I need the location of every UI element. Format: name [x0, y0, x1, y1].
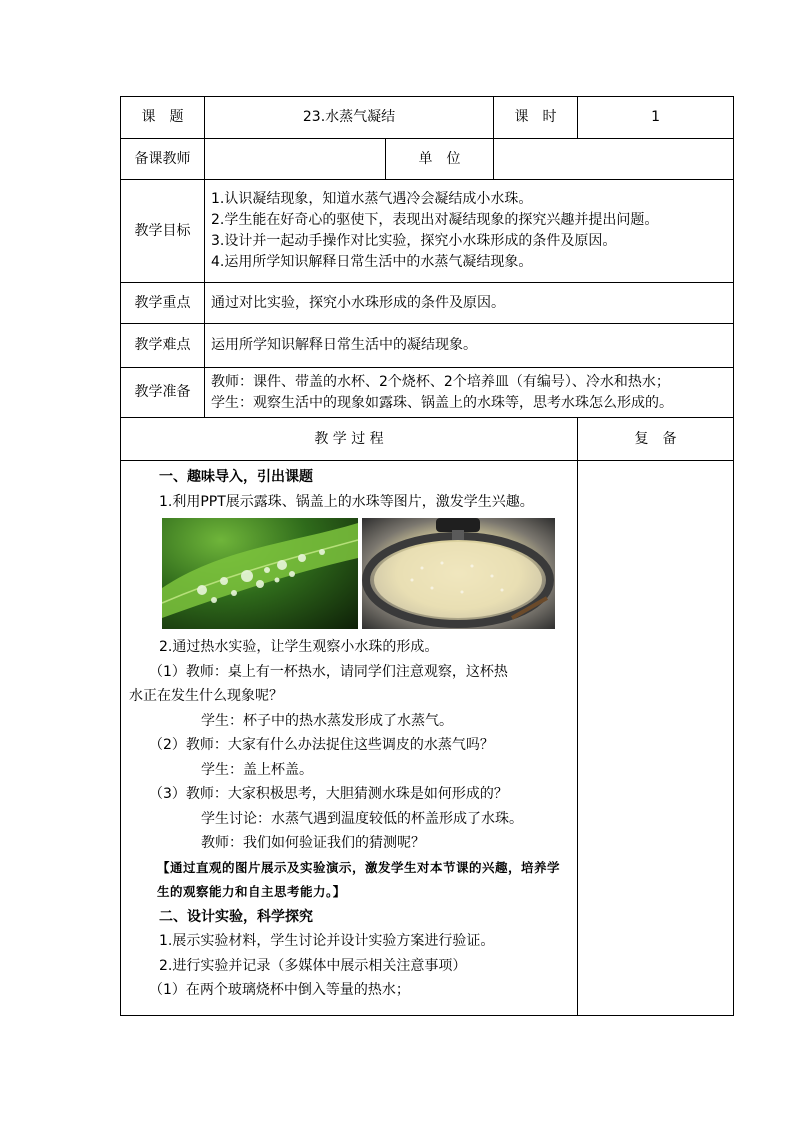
answer3: 学生讨论：水蒸气遇到温度较低的杯盖形成了水珠。	[201, 810, 523, 827]
unit-value	[494, 139, 734, 180]
s2-sub1: （1）在两个玻璃烧杯中倒入等量的热水；	[149, 982, 410, 998]
row-objectives	[121, 180, 734, 283]
objective-item: 4.运用所学知识解释日常生活中的水蒸气凝结现象。	[211, 254, 533, 270]
dewdrops-leaf-image	[162, 518, 358, 629]
s2-item1: 1.展示实验材料，学生讨论并设计实验方案进行验证。	[159, 933, 495, 949]
pot-lid-condensation-image	[362, 518, 555, 629]
difficulties-text: 运用所学知识解释日常生活中的凝结现象。	[205, 324, 734, 368]
difficulties-label: 教学难点	[121, 324, 205, 368]
preparation-text	[205, 368, 734, 418]
row-topic	[121, 97, 734, 139]
review-content	[578, 461, 734, 1016]
preparation-teacher: 教师：课件、带盖的水杯、2个烧杯、2个培养皿（有编号）、冷水和热水；	[211, 373, 670, 390]
s1-item2: 2.通过热水实验，让学生观察小水珠的形成。	[159, 639, 439, 655]
row-process-body	[121, 461, 734, 1016]
topic-label: 课 题	[121, 97, 205, 139]
key-points-text: 通过对比实验，探究小水珠形成的条件及原因。	[205, 283, 734, 324]
preparation-student: 学生：观察生活中的现象如露珠、锅盖上的水珠等，思考水珠怎么形成的。	[211, 394, 673, 411]
key-points-label: 教学重点	[121, 283, 205, 324]
unit-label: 单 位	[386, 139, 494, 180]
review-label: 复 备	[578, 418, 734, 461]
teacher-value	[205, 139, 386, 180]
lesson-plan-table	[120, 96, 734, 1016]
section1-title: 一、趣味导入，引出课题	[159, 469, 313, 485]
question3: （3）教师：大家积极思考，大胆猜测水珠是如何形成的？	[149, 786, 508, 802]
objectives-list	[205, 180, 734, 283]
row-preparation	[121, 368, 734, 418]
period-value: 1	[578, 97, 734, 139]
objectives-label: 教学目标	[121, 180, 205, 283]
question1-line1: （1）教师：桌上有一杯热水，请同学们注意观察，这杯热	[149, 663, 508, 680]
answer2: 学生：盖上杯盖。	[201, 761, 313, 778]
objective-item: 2.学生能在好奇心的驱使下，表现出对凝结现象的探究兴趣并提出问题。	[211, 212, 659, 228]
objective-item: 1.认识凝结现象，知道水蒸气遇冷会凝结成小水珠。	[211, 191, 533, 207]
question2: （2）教师：大家有什么办法捉住这些调皮的水蒸气吗？	[149, 737, 494, 753]
objective-item: 3.设计并一起动手操作对比实验，探究小水珠形成的条件及原因。	[211, 233, 617, 249]
row-difficulties	[121, 324, 734, 368]
design-note: 【通过直观的图片展示及实验演示，激发学生对本节课的兴趣，培养学生的观察能力和自主思考能力。】	[157, 859, 561, 899]
question1-line2: 水正在发生什么现象呢？	[129, 688, 283, 704]
section2-title: 二、设计实验，科学探究	[159, 908, 313, 925]
s2-item2: 2.进行实验并记录（多媒体中展示相关注意事项）	[159, 957, 467, 974]
teacher-followup: 教师：我们如何验证我们的猜测呢？	[201, 835, 425, 851]
row-teacher	[121, 139, 734, 180]
topic-value: 23.水蒸气凝结	[205, 97, 494, 139]
row-key-points	[121, 283, 734, 324]
process-content	[121, 461, 578, 1016]
row-process-header	[121, 418, 734, 461]
teacher-label: 备课教师	[121, 139, 205, 180]
answer1: 学生：杯子中的热水蒸发形成了水蒸气。	[201, 712, 453, 729]
preparation-label: 教学准备	[121, 368, 205, 418]
s1-item1: 1.利用PPT展示露珠、锅盖上的水珠等图片，激发学生兴趣。	[159, 493, 534, 510]
process-label: 教 学 过 程	[121, 418, 578, 461]
period-label: 课 时	[494, 97, 578, 139]
image-row	[162, 518, 571, 629]
